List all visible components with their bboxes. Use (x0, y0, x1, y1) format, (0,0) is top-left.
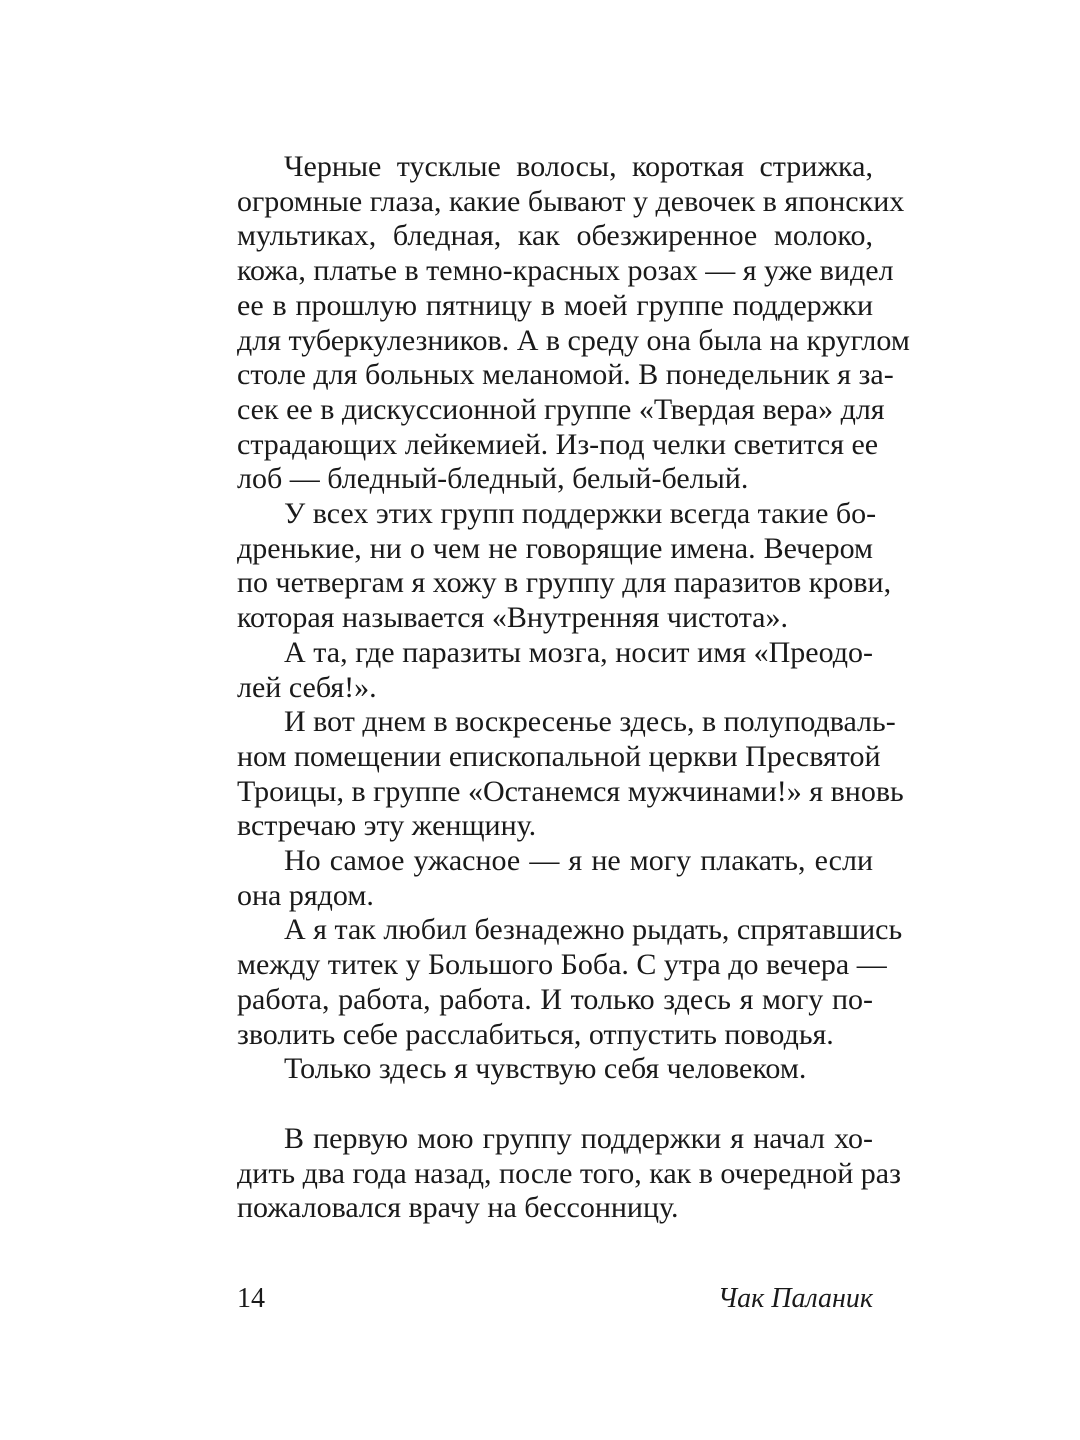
text-line: пожаловался врачу на бессонницу. (237, 1191, 679, 1225)
text-line: для туберкулезников. А в среду она была на круглом (237, 323, 910, 357)
paragraph (237, 705, 904, 844)
text-line: огромные глаза, какие бывают у девочек в японских (237, 184, 905, 218)
text-line: которая называется «Внутренняя чистота». (237, 601, 788, 635)
text-line: И вот днем в воскресенье здесь, в полуподваль- (284, 705, 896, 739)
text-line: Черные тусклые волосы, короткая стрижка, (284, 150, 873, 183)
text-line: по четвергам я хожу в группу для паразитов крови, (237, 566, 892, 600)
page-footer (237, 1283, 873, 1323)
text-line: Только здесь я чувствую себя человеком. (284, 1052, 807, 1086)
text-line: Троицы, в группе «Останемся мужчинами!» я вновь (237, 774, 904, 808)
text-line: лей себя!». (237, 670, 377, 704)
text-line: встречаю эту женщину. (237, 809, 537, 843)
text-line: ном помещении епископальной церкви Пресвятой (237, 739, 881, 773)
text-line: зволить себе расслабиться, отпустить поводья. (237, 1017, 834, 1051)
text-line: В первую мою группу поддержки я начал хо- (284, 1121, 873, 1155)
text-line: между титек у Большого Боба. С утра до вечера — (237, 948, 887, 982)
text-line: сек ее в дискуссионной группе «Твердая вера» для (237, 392, 885, 426)
paragraph (237, 844, 873, 913)
page-number: 14 (237, 1283, 265, 1314)
text-line: дренькие, ни о чем не говорящие имена. Вечером (237, 531, 873, 565)
paragraph (237, 636, 873, 705)
text-line: она рядом. (237, 878, 374, 912)
text-line: работа, работа, работа. И только здесь я могу по- (237, 982, 873, 1016)
text-line: столе для больных меланомой. В понедельник я за- (237, 358, 894, 392)
paragraph (237, 1052, 873, 1087)
text-line: А та, где паразиты мозга, носит имя «Преодо- (284, 635, 873, 669)
text-line: ее в прошлую пятницу в моей группе поддержки (237, 288, 873, 322)
text-line: мультиках, бледная, как обезжиренное молоко, (237, 219, 873, 253)
body-text (237, 150, 910, 1226)
paragraph (237, 913, 903, 1052)
paragraph (237, 1121, 901, 1226)
text-line: У всех этих групп поддержки всегда такие бо- (284, 497, 877, 531)
paragraph (237, 150, 910, 497)
paragraph (237, 497, 892, 636)
text-line: дить два года назад, после того, как в очередной раз (237, 1156, 901, 1190)
text-line: страдающих лейкемией. Из-под челки светится ее (237, 427, 879, 461)
text-line: А я так любил безнадежно рыдать, спрятавшись (284, 913, 903, 947)
text-line: кожа, платье в темно-красных розах — я уже видел (237, 254, 894, 288)
running-head-author: Чак Паланик (717, 1283, 873, 1314)
text-line: лоб — бледный-бледный, белый-белый. (237, 462, 749, 496)
text-line: Но самое ужасное — я не могу плакать, если (284, 844, 873, 878)
